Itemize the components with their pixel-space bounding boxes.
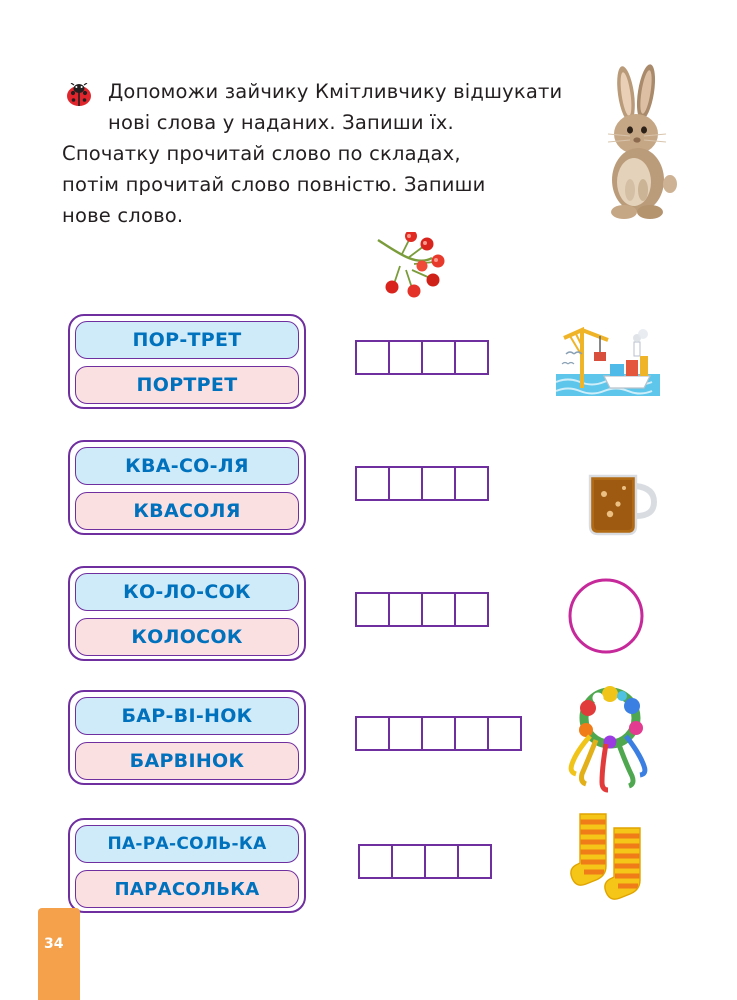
page-number-tab [38, 908, 80, 1000]
answer-cell[interactable] [388, 466, 423, 501]
word-card[interactable] [68, 440, 306, 535]
syllables-label: КО-ЛО-СОК [75, 573, 299, 611]
exercise-row [0, 440, 737, 560]
answer-boxes[interactable] [355, 340, 487, 375]
page-number: 34 [44, 936, 64, 952]
answer-cell[interactable] [355, 340, 390, 375]
answer-cell[interactable] [421, 340, 456, 375]
answer-cell[interactable] [421, 466, 456, 501]
whole-word-label: КВАСОЛЯ [75, 492, 299, 530]
beer-mug-icon [560, 442, 680, 542]
rabbit-illustration [588, 62, 688, 227]
answer-cell[interactable] [355, 592, 390, 627]
whole-word-label: КОЛОСОК [75, 618, 299, 656]
answer-boxes[interactable] [355, 716, 520, 751]
answer-cell[interactable] [388, 340, 423, 375]
answer-cell[interactable] [388, 592, 423, 627]
answer-cell[interactable] [454, 716, 489, 751]
instruction-line: потім прочитай слово повністю. Запиши [62, 173, 486, 196]
answer-boxes[interactable] [355, 592, 487, 627]
ladybug-icon [62, 83, 96, 107]
flower-wreath-icon [552, 682, 672, 802]
answer-boxes[interactable] [355, 466, 487, 501]
exercise-row [0, 314, 737, 434]
exercise-row [0, 566, 737, 686]
answer-cell[interactable] [355, 716, 390, 751]
instruction-line: Допоможи зайчику Кмітливчику відшукати [108, 80, 563, 103]
instruction-line: нові слова у наданих. Запиши їх. [108, 111, 454, 134]
word-card[interactable] [68, 566, 306, 661]
answer-cell[interactable] [355, 466, 390, 501]
word-card[interactable] [68, 314, 306, 409]
striped-socks-icon [560, 808, 680, 918]
port-crane-ship-icon [548, 316, 668, 416]
rowan-berries-illustration [372, 232, 466, 304]
syllables-label: ПА-РА-СОЛЬ-КА [75, 825, 299, 863]
whole-word-label: БАРВІНОК [75, 742, 299, 780]
answer-cell[interactable] [424, 844, 459, 879]
answer-cell[interactable] [358, 844, 393, 879]
answer-cell[interactable] [454, 592, 489, 627]
whole-word-label: ПОРТРЕТ [75, 366, 299, 404]
instruction-line: Спочатку прочитай слово по складах, [62, 142, 461, 165]
syllables-label: ПОР-ТРЕТ [75, 321, 299, 359]
answer-cell[interactable] [391, 844, 426, 879]
exercise-row [0, 818, 737, 938]
answer-cell[interactable] [388, 716, 423, 751]
instruction-block [62, 76, 582, 231]
word-card[interactable] [68, 690, 306, 785]
answer-cell[interactable] [454, 466, 489, 501]
whole-word-label: ПАРАСОЛЬКА [75, 870, 299, 908]
answer-cell[interactable] [454, 340, 489, 375]
answer-cell[interactable] [421, 716, 456, 751]
answer-cell[interactable] [457, 844, 492, 879]
word-card[interactable] [68, 818, 306, 913]
answer-cell[interactable] [421, 592, 456, 627]
exercise-row [0, 690, 737, 810]
answer-boxes[interactable] [358, 844, 490, 879]
syllables-label: КВА-СО-ЛЯ [75, 447, 299, 485]
answer-cell[interactable] [487, 716, 522, 751]
circle-icon [548, 568, 668, 668]
instruction-line: нове слово. [62, 204, 184, 227]
syllables-label: БАР-ВІ-НОК [75, 697, 299, 735]
